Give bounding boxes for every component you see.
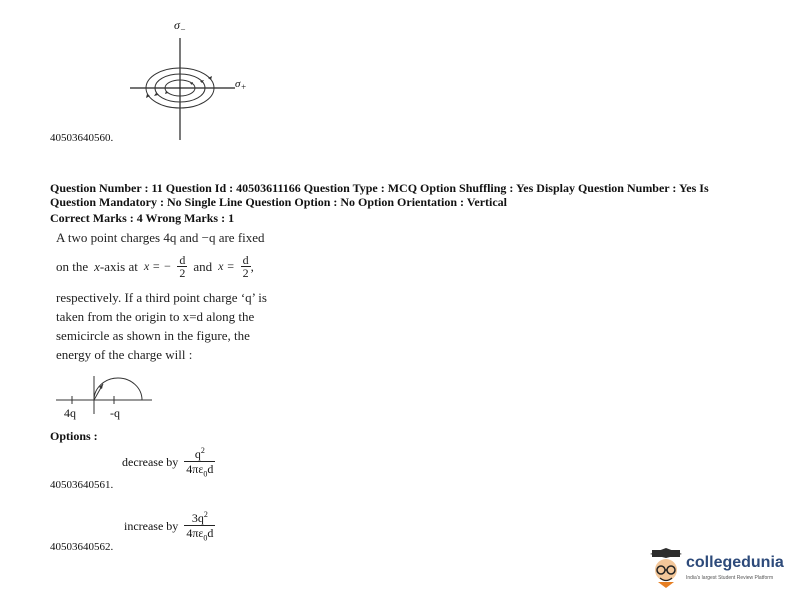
field-lines-diagram	[120, 20, 270, 145]
option-2-fraction: $\frac{3q^2}{4\pi\varepsilon_0d}$	[184, 508, 215, 545]
option-2-id: 40503640562.	[50, 541, 114, 553]
charge-4q-label: 4q	[64, 406, 76, 420]
question-line1: A two point charges 4q and −q are fixed	[56, 230, 265, 245]
option-2[interactable]	[124, 508, 215, 545]
sigma-minus-label: $\sigma_-$	[174, 18, 186, 35]
collegedunia-logo[interactable]	[648, 546, 788, 592]
charge-minus-q-label: -q	[110, 406, 120, 420]
options-label: Options :	[50, 429, 98, 443]
question-line4: taken from the origin to x=d along the	[56, 309, 255, 324]
semicircle-figure	[56, 372, 166, 422]
prev-option-id: 40503640560.	[50, 132, 114, 144]
top-field-figure	[120, 20, 270, 145]
sigma-plus-label: $\sigma_+$	[235, 78, 247, 93]
brand-tagline: India's largest Student Review Platform	[686, 575, 774, 581]
marks-line: Correct Marks : 4 Wrong Marks : 1	[50, 211, 235, 225]
option-1-id: 40503640561.	[50, 479, 114, 491]
question-line5: semicircle as shown in the figure, the	[56, 328, 250, 343]
brand-name: collegedunia	[686, 554, 784, 571]
mascot-icon	[648, 548, 684, 588]
option-2-text: increase by	[124, 519, 179, 534]
fraction-minus-d-over-2: $\frac{d}{2}$	[179, 253, 186, 280]
question-line6: energy of the charge will :	[56, 347, 193, 362]
option-1-text: decrease by	[122, 455, 179, 470]
fraction-d-over-2: $\frac{d}{2}$	[242, 253, 249, 280]
option-1-fraction: $\frac{q^2}{4\pi\varepsilon_0d}$	[184, 444, 215, 481]
question-line3: respectively. If a third point charge ‘q’ is	[56, 290, 267, 305]
question-header-line1: Question Number : 11 Question Id : 40503611166 Question Type : MCQ Option Shuffling : Yes Display Question Number : Yes Is	[50, 181, 709, 195]
option-1[interactable]	[122, 444, 215, 481]
question-line2: on the x-axis at x = − $\frac{d}{2}$ and x = $\frac{d}{2}$ ,	[56, 253, 254, 280]
question-header-line2: Question Mandatory : No Single Line Question Option : No Option Orientation : Vertical	[50, 195, 508, 209]
